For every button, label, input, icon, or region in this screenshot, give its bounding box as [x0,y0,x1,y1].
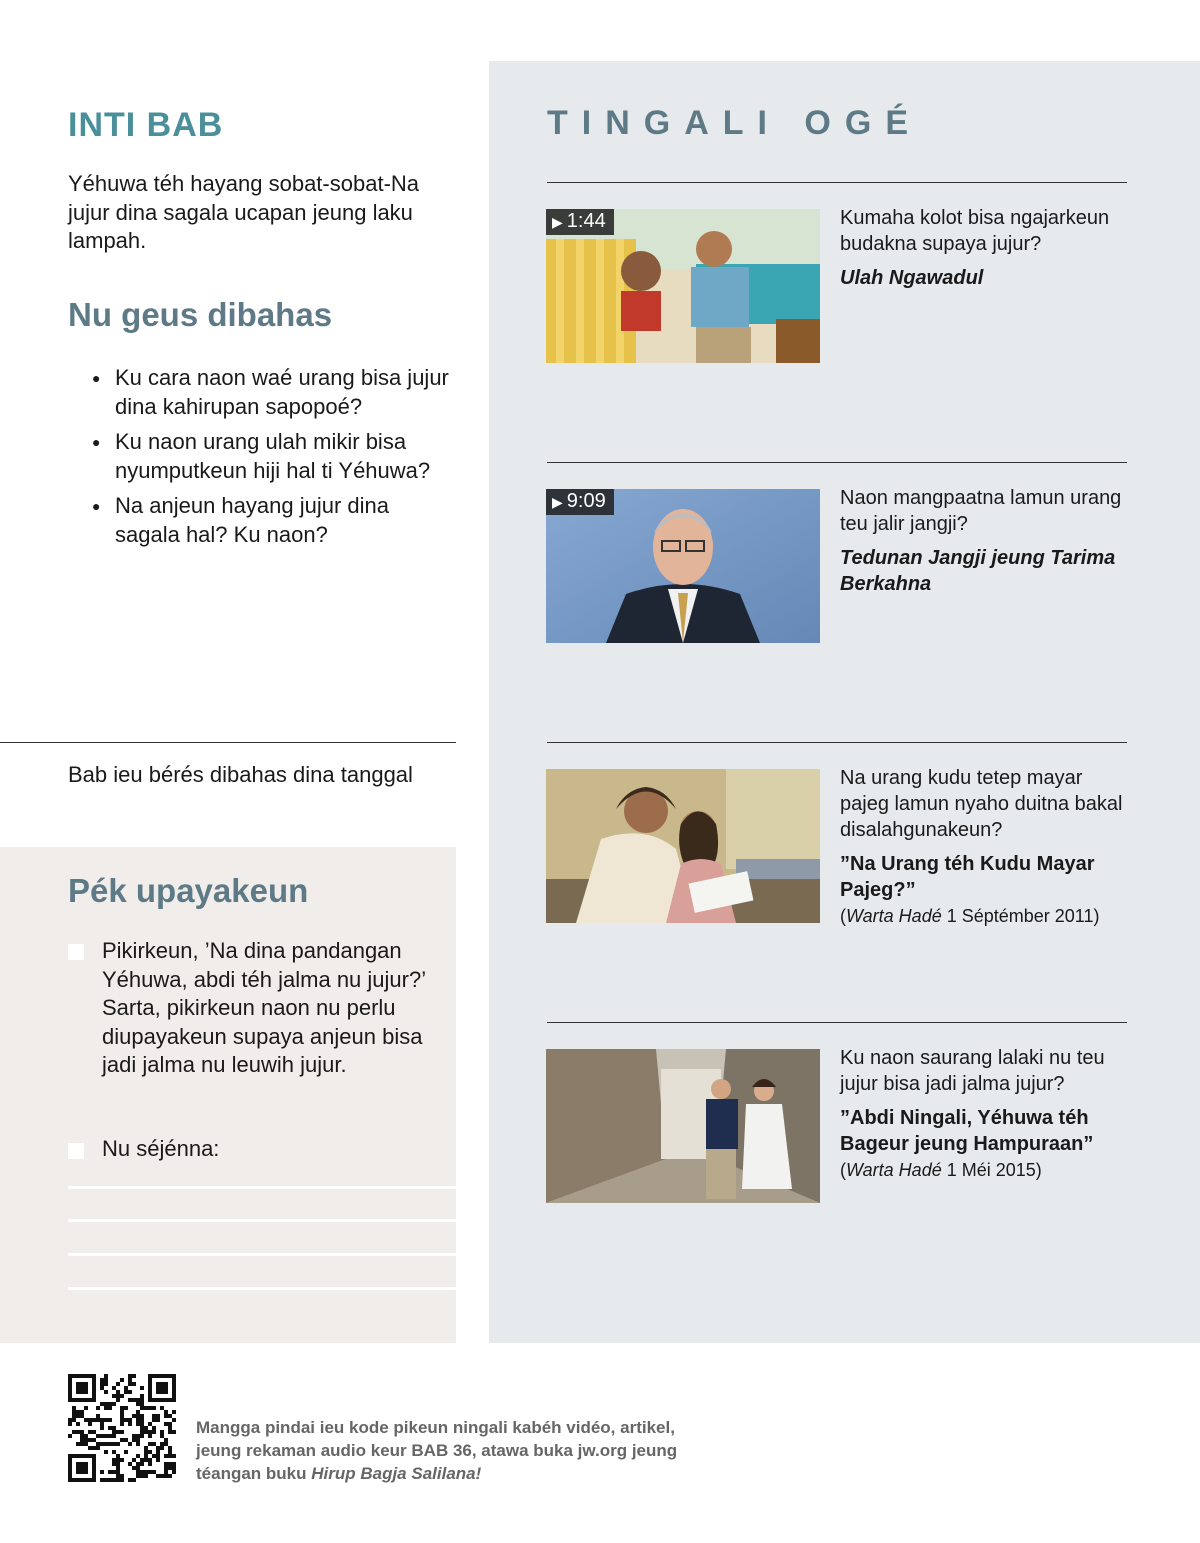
duration-label: 1:44 [566,210,606,232]
play-icon: ▶ [552,214,563,230]
writing-line[interactable] [68,1253,456,1256]
item-question: Ku naon saurang lalaki nu teu jujur bisa jadi jalma jujur? [840,1047,1105,1095]
writing-line[interactable] [68,1186,456,1189]
writing-line[interactable] [68,1287,456,1290]
video-title-link[interactable]: Tedunan Jangji jeung Tarima Berkahna [840,547,1116,595]
article-thumbnail[interactable] [546,1049,820,1203]
duration-badge [546,489,614,515]
review-item: ● Ku cara naon waé urang bisa jujur dina kahirupan sapopoé? [92,364,452,421]
divider [547,742,1127,743]
divider [547,182,1127,183]
qr-code-icon [68,1374,176,1482]
divider [0,742,456,743]
footer-note: Mangga pindai ieu kode pikeun ningali kabéh vidéo, artikel, jeung rekaman audio keur BAB 36, atawa buka jw.org jeung téangan buku Hirup Bagja Salilana! [196,1418,678,1483]
duration-label: 9:09 [566,490,606,512]
goal-other-label: Nu séjénna: [102,1136,220,1161]
article-source: (Warta Hadé 1 Méi 2015) [840,1160,1042,1180]
article-thumbnail[interactable] [546,769,820,923]
article-title-link[interactable]: ”Na Urang téh Kudu Mayar Pajeg?” [840,853,1095,901]
goal-checkbox[interactable] [68,944,84,960]
video-thumbnail[interactable] [546,209,820,363]
video-thumbnail[interactable] [546,489,820,643]
duration-badge [546,209,614,235]
writing-line[interactable] [68,1219,456,1222]
qr-code[interactable] [68,1374,176,1482]
goals-heading: Pék upayakeun [68,872,309,909]
play-icon: ▶ [552,494,563,510]
main-point-heading: INTI BAB [68,106,224,144]
goals-panel [0,847,456,1343]
book-title: Hirup Bagja Salilana! [311,1464,482,1483]
divider [547,1022,1127,1023]
couple-walking-image [546,1049,820,1203]
video-title-link[interactable]: Ulah Ngawadul [840,267,984,289]
review-item: ● Na anjeun hayang jujur dina sagala hal? Ku naon? [92,492,452,549]
divider [547,462,1127,463]
review-heading: Nu geus dibahas [68,296,333,333]
goal-checkbox-other[interactable] [68,1143,84,1159]
couple-paperwork-image [546,769,820,923]
main-point-text: Yéhuwa téh hayang sobat-sobat-Na jujur dina sagala ucapan jeung laku lampah. [68,171,420,253]
review-item: ● Ku naon urang ulah mikir bisa nyumputkeun hiji hal ti Yéhuwa? [92,428,452,485]
article-source: (Warta Hadé 1 Séptémber 2011) [840,906,1100,926]
see-also-heading: TINGALI OGÉ [547,104,922,142]
completion-date-label: Bab ieu bérés dibahas dina tanggal [68,762,413,787]
review-list [92,364,452,556]
goal-text: Pikirkeun, ’Na dina pandangan Yéhuwa, abdi téh jalma nu jujur?’ Sarta, pikirkeun naon nu perlu diupayakeun supaya anjeun bisa jadi jalma nu leuwih jujur. [102,938,426,1077]
item-question: Na urang kudu tetep mayar pajeg lamun nyaho duitna bakal disalahgunakeun? [840,767,1123,841]
item-question: Naon mangpaatna lamun urang teu jalir jangji? [840,487,1122,535]
item-question: Kumaha kolot bisa ngajarkeun budakna supaya jujur? [840,207,1110,255]
article-title-link[interactable]: ”Abdi Ningali, Yéhuwa téh Bageur jeung Hampuraan” [840,1107,1094,1155]
